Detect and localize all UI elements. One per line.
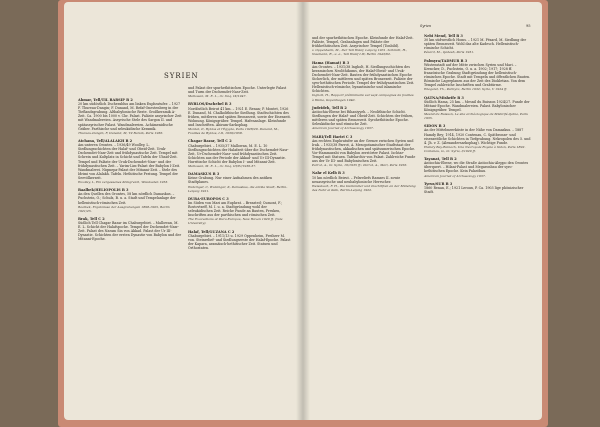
entry-description: 1860 Renan, E.; 1921 Leroux, P. Ca. 1903 lige phönizischer Stadt. [424, 185, 524, 195]
entry-site-name: Atchana, Tell/ALALAKH B 2 [78, 139, 133, 144]
entry-site-name: Halaf, Tell/GUZANA C 2 [188, 229, 235, 234]
entry-description: und Palast der spurhethitischen Epoche. Unterlegte Palast und Turm der Dschemdet-Nasr-Zeit. [188, 86, 287, 95]
entry-site-name: Palmyra/TADMUR B 3 [424, 58, 468, 63]
entry-bibliography: Weissbach, F. H., Die Denkmäler und Inschriften an der Mündung des Nahr el Kelb, Berlin-Leipzig 1922. [312, 183, 416, 192]
gazetteer-entry [78, 98, 182, 135]
page-number: 95 [526, 24, 531, 28]
left-page-column-1 [78, 98, 182, 246]
entry-bibliography: Montet, P., Byblos et l'Égypte, Paris 1928/29. Dunand, M., Fouilles de Byblos, I-II, 1939/1958. [188, 127, 280, 136]
entry-description: Chaburgebiet. – 1911/13 u. 1929 Oppenheim, Freiherr M. von. Steinrelief- und Siedlungsreste der Halaf-Epoche. Palast der Kapara, aramäisch-hethitischer Zeit. Statuen und Orthostaten. [188, 233, 291, 251]
entry-description: An der Mittelmeerküste in der Nähe von Damaskus. – 1887 Hamdy Bey; 1914, 1920 Contenau, C. Spätbronze- und eisenzeitliche Schichten in Tiefgrabung. Nekropolen des 5. und 4. Jh. v. Z. (Alexandersarkophag). Wichtige Funde. [424, 128, 531, 145]
entry-description: 10 km nördlich Beirut. – Felsreliefs Ramses II. sowie neuassyrische und neubabylonische Herrscher. [312, 175, 401, 184]
entry-description: Keine Grabung. Nur einer Aufnahmen des antiken Stadtplanes. [188, 176, 273, 185]
entry-description: An den Quellen des Orontes, 58 km nördlich Damaskus. – Puchstein, O.; Schulz, B. u. a. Stadt und Tempelanlage der hellenistisch-römischen Zeit. [78, 192, 176, 205]
entry-bibliography: Mallowan, M. E. L., in: Iraq, IX/1947. [188, 94, 247, 99]
right-page-column-2 [424, 34, 532, 198]
gazetteer-entry [424, 59, 532, 92]
entry-bibliography: Wiegand, Th., Palmyra, Berlin 1932; Syria, V 1924 ff. [424, 87, 508, 92]
gazetteer-entry [424, 157, 532, 177]
entry-description: Im Süden von Mari am Euphrat. – Breasted; Cumont, F.; Rostovtzeff, M. I. u. a. Stadtgründung wohl der seleukidischen Zeit. Reiche Funde an Bauten, Fresken, Inschriften aus der parthischen und römischen Zeit. [188, 201, 283, 218]
entry-bibliography: Baalbek, Ergebnisse der Ausgrabungen 1898-1905, Berlin 1921/25. [78, 204, 170, 213]
gazetteer-entry [188, 86, 292, 98]
entry-description: 30 km südwestlich Homs. – 1921 M. Pézard, M. Siedlung der späten Bronzezeit. Wohl das alte Kadesch. Hellenistisch-römische Schicht. [424, 38, 527, 51]
entry-site-name: Judeideh, Tell B 2 [312, 105, 347, 110]
gazetteer-entry [78, 217, 182, 242]
gazetteer-entry [188, 139, 292, 168]
left-page-column-2 [188, 86, 292, 254]
entry-bibliography: Pézard, M., Qadesh, Paris 1931. [424, 50, 475, 55]
gazetteer-entry [78, 188, 182, 213]
entry-description: Am rechten Euphratufer an der Grenze zwischen Syrien und Irak. – 1933/38 Parrot, A. Mesopotamischer Stadtstaat der frühdynastischen, akkadischen und spätsumerischen Epoche. Vor-Hammurabi von Babylon zerstörter Palast. Ischtar-Tempel mit Statuen. Tafelarchiv von Palast. Zahlreiche Funde aus der Ur III- und Babylonischen Zeit. [312, 138, 416, 164]
right-page [302, 2, 542, 420]
entry-site-name: Nahr el Kelb B 3 [312, 171, 345, 176]
entry-description: Wüstenstadt auf der Mitte zwischen Syrien und Mari. – Krencker, D., Puchstein, O. u. a. 1902; 1917; 1928 ff. französische Grabung Stadtgründung der hellenistisch-römischen Epoche. Stadt mit Tempeln und öffentlichen Bauten. Römische Lagerplanen aus der Zeit des Diokletian. Von dem Tempel zahlreiche Inschriften und Grabtürme. [424, 62, 531, 88]
gazetteer-entry [78, 139, 182, 184]
running-head: Syrien [420, 24, 432, 28]
entry-bibliography: Hamdy Bey-Reinach, Une Nécropole Royale à Sidon, Paris 1892. Contenau, G., in: Syria, I/1920 ff. [424, 144, 526, 153]
entry-description: Am unteren Orontes. – 1936/49 Woolley, L. Siedlungsschichten der Halaf- und Obeid-Zeit. Uruk-Dschemdet-Nasr-Zeit und frühdynastische Zeit. Tempel mit Schrein und Kultplatz in Schicht und Tafeln der Ubaid-Zeit. Tempel und Paläste der Uruk-Dschemdet-Nasr- und der frühdynastischen Zeit. – Yarim-Lim-Palast der Babylon I-Zeit. Wandmalerei. Niqmepa-Palast der Mitanni-Zeit. – Stele des Idrimi von Alalakh. Tafeln. Hethitische Festung. Tempel der Seevölkerzeit. [78, 143, 181, 180]
right-page-column-1 [312, 36, 416, 196]
entry-description: Am Orontes. – 1931/38 Ingholt, H. Siedlungsschichten des keramischen Neolithikums, der Halaf-Obeid- und Uruk-Dschemdet-Nasr-Zeit. Bauten der frühdynastischen Epoche Sicherlich, der mittleren und späten Bronzezeit. Paläste der syro-hethitischen Periode. Tempel der frühdynastischen Zeit. Hellenistisch-römische, byzantinische und islamische Schichten. [312, 64, 415, 94]
gazetteer-entry [312, 171, 416, 191]
entry-description: Antiochia-Ebene bei Rihaniyyeh. – Neolithische Schicht. Siedlungen der Halaf- und Obeid-Zeit. Schichten der frühen, mittleren und späten Bronzezeit. Syrohethitische Epoche. Seleukidische und römische Zeit. [312, 109, 414, 127]
entry-site-name: BYBLOS/Dschebel B 3 [188, 102, 232, 107]
entry-site-name: Tyrus/SUR B 3 [424, 181, 453, 186]
gazetteer-entry [312, 106, 416, 131]
entry-site-name: Hama (Hamat) B 3 [312, 60, 350, 65]
entry-description: Südlich Hama, 25 km. – Mesnil du Buisson 1924/27. Funde der Mittani-Epoche. Wandmalereien. Palast. Babylonischer Königsgräber. Tempel. [424, 99, 530, 112]
page-title: SYRIEN [164, 72, 199, 80]
entry-description: Nordöstlich Beirut 41 km. – 1921 E. Renan; P. Montet, 1926 E. Dunand, M. Chalkolithische Siedlung. Stadtschichten des frühen, mittleren und späten Bronzezeit, sowie der Eisenzeit. Wohnung. Königsgräber. Tempel. Hafenanlage. Kleinfunde und Inschriften. Ahiram-Sarkophag. [188, 106, 291, 127]
gazetteer-entry [424, 124, 532, 153]
left-page [64, 2, 302, 420]
book-gutter [296, 2, 310, 420]
gazetteer-entry [424, 34, 532, 54]
gazetteer-entry [188, 102, 292, 135]
gazetteer-entry [188, 172, 292, 192]
gazetteer-entry [424, 96, 532, 121]
entry-bibliography: Woolley, L, Ein vergessenes Königreich, Wiesbaden 1953. [78, 179, 169, 184]
entry-bibliography: American Journal of Archaeology 1937. [312, 126, 374, 131]
entry-description: Chaburgebiet. – 1935/37 Mallowan, M. E. L. 10 Siedlungsschichten der Halafzeit über die Dschemdet-Nasr-Zeit, Ur-Dschemdet-Nasr- und frühdynastischen Zeit. Schichten aus der Periode der Akkad- und Ur III-Dynastie. Hurritische Schicht der Babylon I- und Mitanni-Zeit. [188, 143, 289, 164]
gazetteer-entry [312, 61, 416, 102]
gazetteer-entry [312, 36, 416, 56]
entry-bibliography: Parrot, A., in: Syria, 16/1935 ff.; Parrot, A., Mari, Paris 1956. [312, 163, 408, 168]
entry-bibliography: Ingholt, H., Rapport préliminaire sur sept campagnes de fouilles à Hama, Kopenhagen 1940. [312, 93, 414, 102]
entry-description: Südlich Tell Chagar Bazar im Chaburgebiet. – Mallowan, M. E. L. Schicht der Halafspoche. Tempel der Dschemdet-Nasr-Zeit. Palast des Naram Sin von Akkad. Palast der Ur III-Dynastie. Schichten der ersten Dynastie von Babylon und der Mitanni-Epoche. [78, 221, 182, 242]
entry-site-name: Brak, Tell C 2 [78, 217, 105, 221]
entry-bibliography: v. Oppenheim, M., Der Tell Halaf, Leipzig 1931. Schmidt, H., Naumann, R., u. a., Tell Halaf I-IV, Berlin 1943/62. [312, 48, 408, 57]
entry-site-name: SIDON B 3 [424, 124, 446, 129]
entry-site-name: Chagar Bazar, Tell C 2 [188, 139, 232, 144]
gazetteer-entry [424, 182, 532, 194]
entry-bibliography: American Journal of Archaeology 1937. [424, 173, 486, 178]
gazetteer-entry [188, 197, 292, 226]
entry-description: und der spurhethitischen Epoche. Kleinfunde der Halaf-Zeit. Paläste, Tempel, Grabanlagen und Paläste der frühhethitischen Zeit. Assyrischer Tempel (Tonbild). [312, 36, 414, 49]
entry-site-name: QATNA/Mishrife B 3 [424, 95, 464, 100]
entry-bibliography: Mesnil du Buisson, Le site archéologique de Mishrifé-Qatna, Paris 1935. [424, 111, 528, 121]
entry-site-name: Tayanat, Tell B 2 [424, 157, 457, 162]
entry-bibliography: Mallowan, M. E. L., in: Iraq, III/IV/1936-37. [188, 163, 257, 168]
entry-site-name: Nebi Mend, Tell B 3 [424, 34, 463, 38]
entry-site-name: MARI/Tell Hariri C 3 [312, 134, 353, 139]
entry-site-name: DAMASKUS B 3 [188, 172, 220, 177]
gazetteer-entry [188, 230, 292, 250]
entry-description: 20 km südöstlich Dscherablus am linken Euphratufer. – 1927 F. Thureau-Dangin; F. Dunand, M. Refaf-Onestenberg in der Tieflandsgrabung. Altbabylonische Reste. Großkeramik A-Zeit. Ca. 1900 bis 1000 v. Chr. Palast. Paläste assyrischer Zeit mit Wandmalereien. Assyrische Stele des Sargon II. und spätassyrischer Palast. Wandmalereien. Achämenidische Gräber. Parthische und seleukidische Keramik. [78, 102, 182, 131]
entry-bibliography: The Excavations at Dura-Europos, New Haven 1929 ff. (Yale University). [188, 217, 283, 226]
entry-description: Antiochia-Ebene, wo die Straße Antiochia-Aleppo den Orontes überquert. – Hilani-Palast und Megaronbau der syro-hethitischen Epoche. Kein Palastbau. [424, 161, 529, 174]
entry-site-name: DURA-EUROPOS C 3 [188, 196, 229, 201]
entry-bibliography: Thureau-Dangin, F, Dunand, M, Til Barsib, Paris 1936. [78, 130, 164, 135]
entry-bibliography: Watzinger, C, Wulzinger, K, Damaskus, die antike Stadt, Berlin-Leipzig 1921. [188, 184, 288, 193]
gazetteer-entry [312, 135, 416, 168]
entry-site-name: Baalbek/HELIOPOLIS B 3 [78, 188, 129, 193]
entry-site-name: Ahmar, Tell/TIL BARSIP B 2 [78, 98, 133, 102]
